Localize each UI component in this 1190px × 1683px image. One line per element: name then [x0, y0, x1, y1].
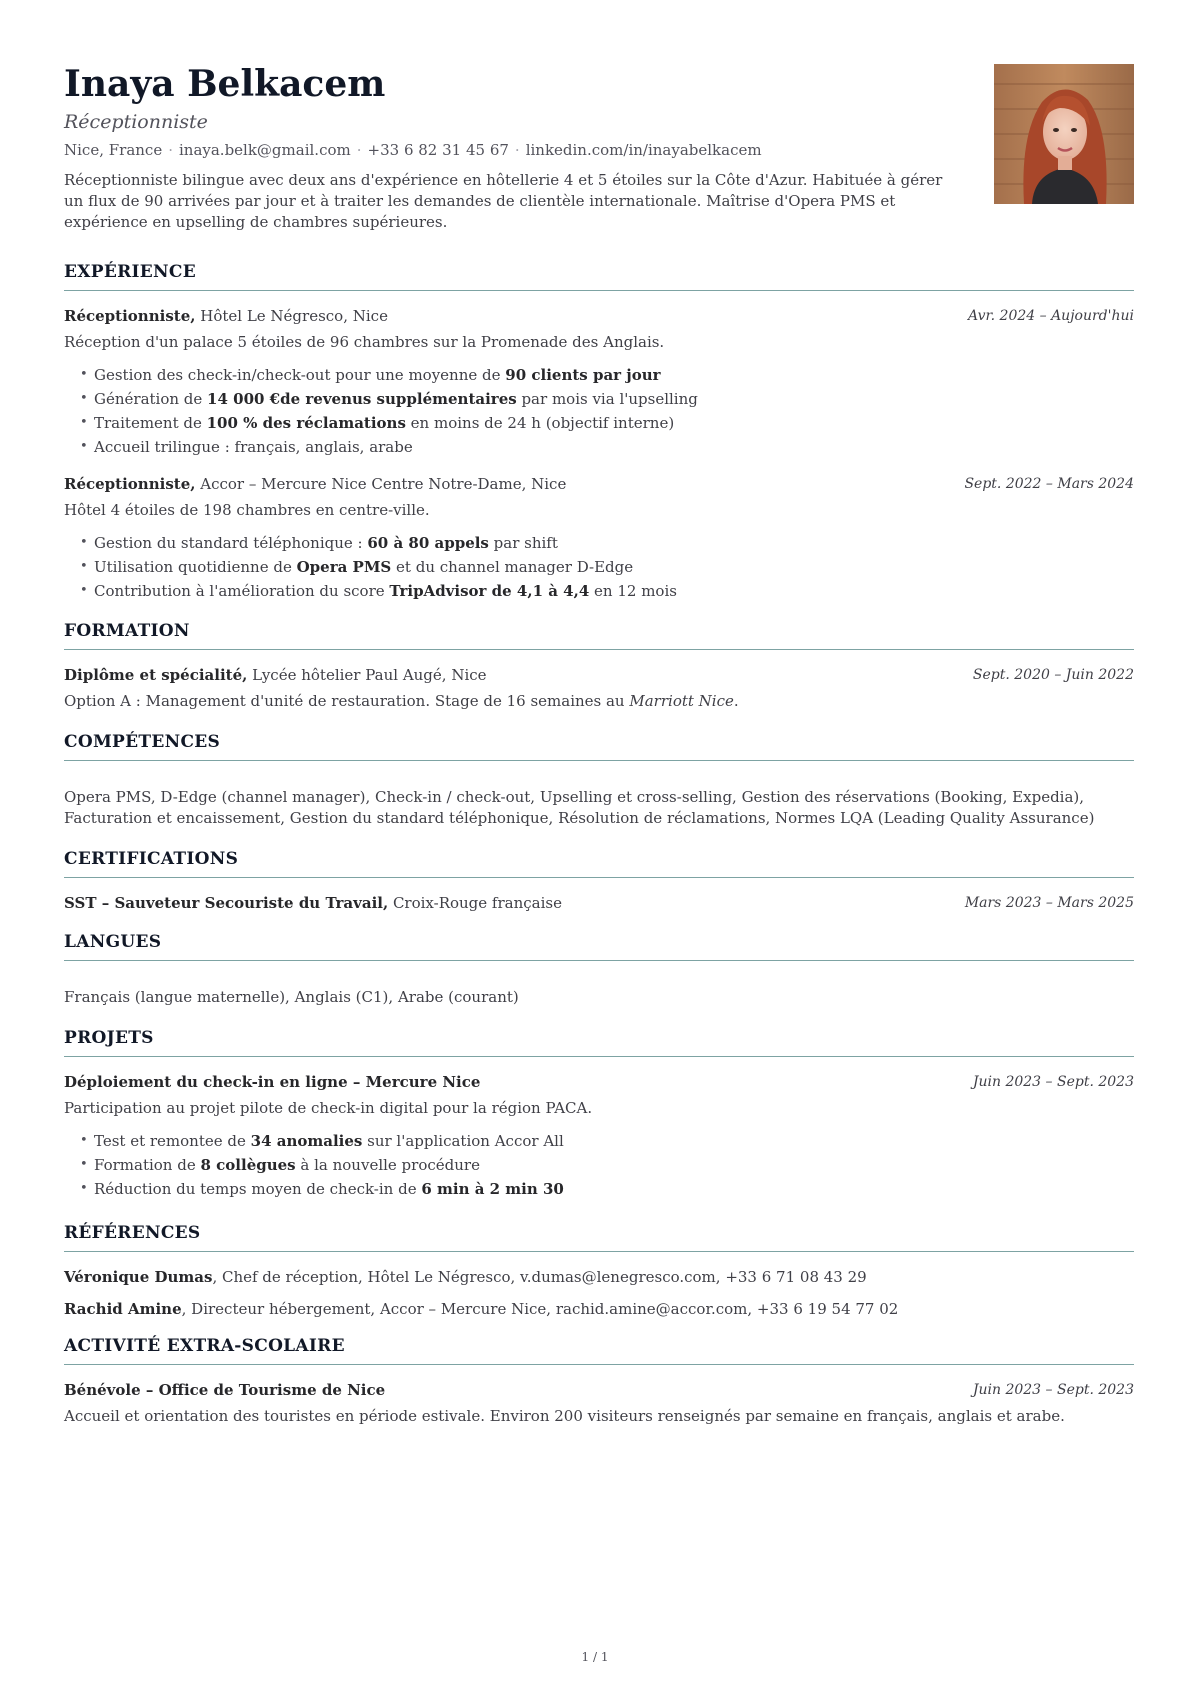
list-item: • Gestion du standard téléphonique : 60 à 80 appels par shift: [64, 531, 1134, 555]
section-title: ACTIVITÉ EXTRA-SCOLAIRE: [64, 1336, 1134, 1365]
contact-location: Nice, France: [64, 141, 163, 159]
section-experience: [64, 262, 1134, 603]
candidate-role: Réceptionniste: [64, 111, 208, 133]
entry-description: Option A : Management d'unité de restauration. Stage de 16 semaines au Marriott Nice.: [64, 692, 739, 710]
list-item: • Gestion des check-in/check-out pour une moyenne de 90 clients par jour: [64, 363, 1134, 387]
entry-date: Sept. 2022 – Mars 2024: [964, 476, 1134, 492]
entry-role: Déploiement du check-in en ligne – Mercure Nice: [64, 1073, 481, 1091]
entry-role: Réceptionniste,: [64, 307, 196, 325]
entry-date: Juin 2023 – Sept. 2023: [972, 1382, 1134, 1398]
candidate-name: Inaya Belkacem: [64, 63, 386, 105]
experience-entry: [64, 473, 1134, 603]
entry-place: Lycée hôtelier Paul Augé, Nice: [247, 666, 487, 684]
contact-phone[interactable]: +33 6 82 31 45 67: [367, 141, 509, 159]
profile-photo: [994, 64, 1134, 204]
entry-description: Participation au projet pilote de check-in digital pour la région PACA.: [64, 1099, 593, 1117]
education-entry: [64, 664, 1134, 712]
entry-role: Diplôme et spécialité,: [64, 666, 248, 684]
profile-summary: Réceptionniste bilingue avec deux ans d'expérience en hôtellerie 4 et 5 étoiles sur la Côte d'Azur. Habituée à gérer un flux de 90 arrivées par jour et à traiter les demandes de clientèle internationale. Maîtrise d'Opera PMS et expérience en upselling de chambres supérieures.: [64, 171, 943, 231]
section-extra: [64, 1336, 1134, 1427]
entry-description: Hôtel 4 étoiles de 198 chambres en centre-ville.: [64, 501, 430, 519]
list-item: • Réduction du temps moyen de check-in de 6 min à 2 min 30: [64, 1177, 1134, 1201]
contact-separator: ·: [356, 141, 362, 159]
entry-description: Réception d'un palace 5 étoiles de 96 chambres sur la Promenade des Anglais.: [64, 333, 665, 351]
section-title: COMPÉTENCES: [64, 732, 1134, 761]
section-projets: [64, 1028, 1134, 1201]
project-entry: [64, 1071, 1134, 1201]
achievement-list: [64, 531, 1134, 603]
section-langues: [64, 932, 1134, 1008]
certification-entry: [64, 892, 1134, 914]
section-title: CERTIFICATIONS: [64, 849, 1134, 878]
skills-text: Opera PMS, D-Edge (channel manager), Check-in / check-out, Upselling et cross-selling, Gestion des réservations (Booking, Expedia), Facturation et encaissement, Gestion du standard téléphonique, Résolution de réclamations, Normes LQA (Leading Quality Assurance): [64, 788, 1095, 827]
entry-date: Juin 2023 – Sept. 2023: [972, 1074, 1134, 1090]
list-item: • Contribution à l'amélioration du score TripAdvisor de 4,1 à 4,4 en 12 mois: [64, 579, 1134, 603]
entry-description: Accueil et orientation des touristes en période estivale. Environ 200 visiteurs renseignés par semaine en français, anglais et arabe.: [64, 1407, 1065, 1425]
section-references: [64, 1223, 1134, 1320]
section-formation: [64, 621, 1134, 712]
languages-text: Français (langue maternelle), Anglais (C1), Arabe (courant): [64, 988, 519, 1006]
section-title: FORMATION: [64, 621, 1134, 650]
section-competences: [64, 732, 1134, 829]
section-title: EXPÉRIENCE: [64, 262, 1134, 291]
section-title: RÉFÉRENCES: [64, 1223, 1134, 1252]
entry-place: Croix-Rouge française: [388, 894, 562, 912]
activity-entry: [64, 1379, 1134, 1427]
entry-role: Réceptionniste,: [64, 475, 196, 493]
entry-role: Bénévole – Office de Tourisme de Nice: [64, 1381, 386, 1399]
achievement-list: [64, 363, 1134, 459]
list-item: • Test et remontee de 34 anomalies sur l'application Accor All: [64, 1129, 1134, 1153]
section-certifications: [64, 849, 1134, 914]
contact-email[interactable]: inaya.belk@gmail.com: [178, 141, 351, 159]
entry-place: Hôtel Le Négresco, Nice: [195, 307, 388, 325]
achievement-list: [64, 1129, 1134, 1201]
section-title: PROJETS: [64, 1028, 1134, 1057]
entry-date: Sept. 2020 – Juin 2022: [972, 667, 1134, 683]
resume-header: [64, 62, 1134, 240]
contact-separator: ·: [514, 141, 520, 159]
list-item: • Accueil trilingue : français, anglais, arabe: [64, 435, 1134, 459]
list-item: • Génération de 14 000 €de revenus supplémentaires par mois via l'upselling: [64, 387, 1134, 411]
reference-item: Rachid Amine, Directeur hébergement, Accor – Mercure Nice, rachid.amine@accor.com, +33 6 19 54 77 02: [64, 1300, 899, 1318]
entry-date: Mars 2023 – Mars 2025: [964, 895, 1134, 911]
experience-entry: [64, 305, 1134, 459]
entry-role: SST – Sauveteur Secouriste du Travail,: [64, 894, 389, 912]
list-item: • Formation de 8 collègues à la nouvelle procédure: [64, 1153, 1134, 1177]
list-item: • Utilisation quotidienne de Opera PMS et du channel manager D-Edge: [64, 555, 1134, 579]
resume-page: [64, 62, 1134, 1435]
list-item: • Traitement de 100 % des réclamations en moins de 24 h (objectif interne): [64, 411, 1134, 435]
section-title: LANGUES: [64, 932, 1134, 961]
page-number: 1 / 1: [581, 1650, 609, 1664]
entry-date: Avr. 2024 – Aujourd'hui: [968, 308, 1134, 324]
entry-place: Accor – Mercure Nice Centre Notre-Dame, Nice: [195, 475, 567, 493]
contact-linkedin[interactable]: linkedin.com/in/inayabelkacem: [525, 141, 762, 159]
contact-line: [64, 140, 1134, 160]
contact-separator: ·: [168, 141, 173, 159]
reference-item: Véronique Dumas, Chef de réception, Hôtel Le Négresco, v.dumas@lenegresco.com, +33 6 71 08 43 29: [64, 1268, 867, 1286]
